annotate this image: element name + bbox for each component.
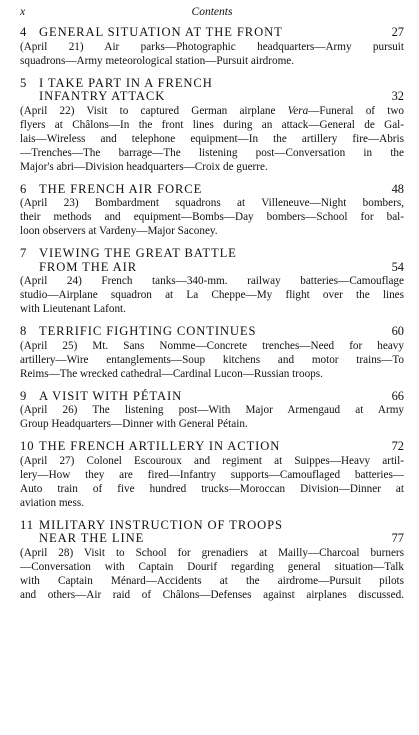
chapter-page-number: 60 — [391, 324, 404, 338]
chapter-number: 4 — [20, 25, 28, 39]
chapter-page-number: 32 — [391, 89, 404, 103]
chapter-page-number: 66 — [391, 388, 404, 403]
description-line: lais—Wireless and telephone equipment—In the artillery fire—Abris — [20, 132, 404, 145]
chapter-entry — [20, 440, 404, 510]
description-line: (April 26) The listening post—With Major Armengaud at Army — [20, 404, 404, 416]
chapter-page-number: 54 — [391, 259, 404, 274]
chapter-description — [20, 546, 404, 602]
chapter-title — [39, 77, 392, 104]
chapter-title — [39, 519, 392, 546]
chapter-description — [20, 40, 404, 68]
running-title: Contents — [191, 6, 233, 18]
description-line: (April 21) Air parks—Photographic headquarters—Army pursuit — [20, 40, 404, 53]
chapter-title-line: A VISIT WITH PÉTAIN — [39, 388, 183, 403]
description-line: with Lieutenant Lafont. — [20, 303, 126, 315]
description-line: loon observers at Vardeny—Major Saconey. — [20, 225, 218, 237]
chapter-description — [20, 403, 404, 431]
chapter-number: 11 — [20, 517, 34, 532]
contents-page — [20, 6, 404, 611]
chapter-title-line: TERRIFIC FIGHTING CONTINUES — [39, 324, 257, 338]
description-line: —Trenches—The barrage—The listening post—Conversation in the — [20, 146, 404, 159]
description-line: lery—How they are fired—Infantry supports—Camouflaged batteries— — [20, 468, 404, 481]
chapter-number: 5 — [20, 75, 28, 90]
description-line: Reims—The wrecked cathedral—Cardinal Lucon—Russian troops. — [20, 367, 323, 380]
chapter-title-line: MILITARY INSTRUCTION OF TROOPS — [39, 517, 283, 532]
page-folio: x — [20, 6, 26, 18]
chapter-heading — [20, 77, 404, 104]
chapter-heading — [20, 26, 404, 40]
chapter-entry — [20, 519, 404, 602]
chapter-entry — [20, 390, 404, 432]
chapter-heading — [20, 247, 404, 274]
chapter-title-line: THE FRENCH ARTILLERY IN ACTION — [39, 439, 281, 453]
chapter-page-number: 48 — [391, 181, 404, 196]
chapter-heading — [20, 519, 404, 546]
description-line: (April 25) Mt. Sans Nomme—Concrete trenches—Need for heavy — [20, 339, 404, 352]
chapter-title — [39, 390, 392, 404]
chapter-title-line: VIEWING THE GREAT BATTLE — [39, 246, 237, 260]
description-line: (April 27) Colonel Escouroux and regiment at Suippes—Heavy artil- — [20, 454, 404, 467]
chapter-page-number: 77 — [391, 531, 404, 545]
chapter-heading — [20, 390, 404, 404]
description-line: squadrons—Army meteorological station—Pursuit airdrome. — [20, 54, 295, 67]
description-line: Major's abri—Division headquarters—Croix de guerre. — [20, 160, 268, 173]
chapter-description — [20, 454, 404, 510]
chapter-title — [39, 440, 392, 454]
chapter-entry — [20, 26, 404, 68]
chapter-number: 9 — [20, 388, 28, 403]
chapter-page-number: 72 — [391, 439, 404, 453]
description-line: and others—Air raid of Châlons—Defenses against airplanes discussed. — [20, 588, 404, 601]
chapter-title — [39, 325, 392, 339]
chapter-title — [39, 26, 392, 40]
description-line: with Captain Ménard—Accidents at the airdrome—Pursuit pilots — [20, 574, 404, 587]
chapter-page-number: 27 — [391, 25, 404, 39]
description-line: aviation mess. — [20, 496, 85, 509]
description-line: artillery—Wire entanglements—Soup kitchens and motor trains—To — [20, 353, 404, 366]
chapter-entry — [20, 77, 404, 174]
chapter-number: 8 — [20, 324, 28, 338]
chapter-title-line: INFANTRY ATTACK — [39, 89, 166, 103]
description-line: studio—Airplane squadron at La Cheppe—My flight over the lines — [20, 289, 404, 301]
description-line: (April 22) Visit to captured German airplane Vera—Funeral of two — [20, 104, 404, 117]
chapter-entry — [20, 325, 404, 381]
page-header — [20, 6, 404, 26]
chapter-number: 10 — [20, 439, 35, 453]
description-line: —Conversation with Captain Dourif regarding general situation—Talk — [20, 560, 404, 573]
chapter-heading — [20, 440, 404, 454]
description-line: (April 28) Visit to School for grenadiers at Mailly—Charcoal burners — [20, 546, 404, 559]
description-line: (April 23) Bombardment squadrons at Villeneuve—Night bombers, — [20, 197, 404, 209]
chapter-title-line: GENERAL SITUATION AT THE FRONT — [39, 25, 283, 39]
description-line: (April 24) French tanks—340-mm. railway batteries—Camouflage — [20, 275, 404, 287]
chapter-heading — [20, 183, 404, 197]
chapter-title — [39, 247, 392, 274]
chapter-title-line: THE FRENCH AIR FORCE — [39, 181, 203, 196]
chapter-title-line: I TAKE PART IN A FRENCH — [39, 75, 213, 90]
chapter-number: 7 — [20, 246, 28, 260]
description-line: Group Headquarters—Dinner with General Pétain. — [20, 418, 248, 430]
chapter-number: 6 — [20, 181, 28, 196]
chapter-description — [20, 274, 404, 316]
chapter-title-line: NEAR THE LINE — [39, 531, 145, 545]
chapter-description — [20, 196, 404, 238]
chapter-description — [20, 339, 404, 381]
chapter-heading — [20, 325, 404, 339]
description-line: Auto train of five hundred trucks—Moroccan Division—Dinner at — [20, 482, 404, 495]
chapter-entry — [20, 247, 404, 316]
chapter-description — [20, 104, 404, 174]
description-line: their methods and equipment—Bombs—Day bombers—School for bal- — [20, 211, 404, 223]
chapter-title — [39, 183, 392, 197]
chapter-title-line: FROM THE AIR — [39, 259, 138, 274]
chapter-entry — [20, 183, 404, 239]
description-line: flyers at Châlons—In the front lines during an attack—General de Gal- — [20, 118, 404, 131]
